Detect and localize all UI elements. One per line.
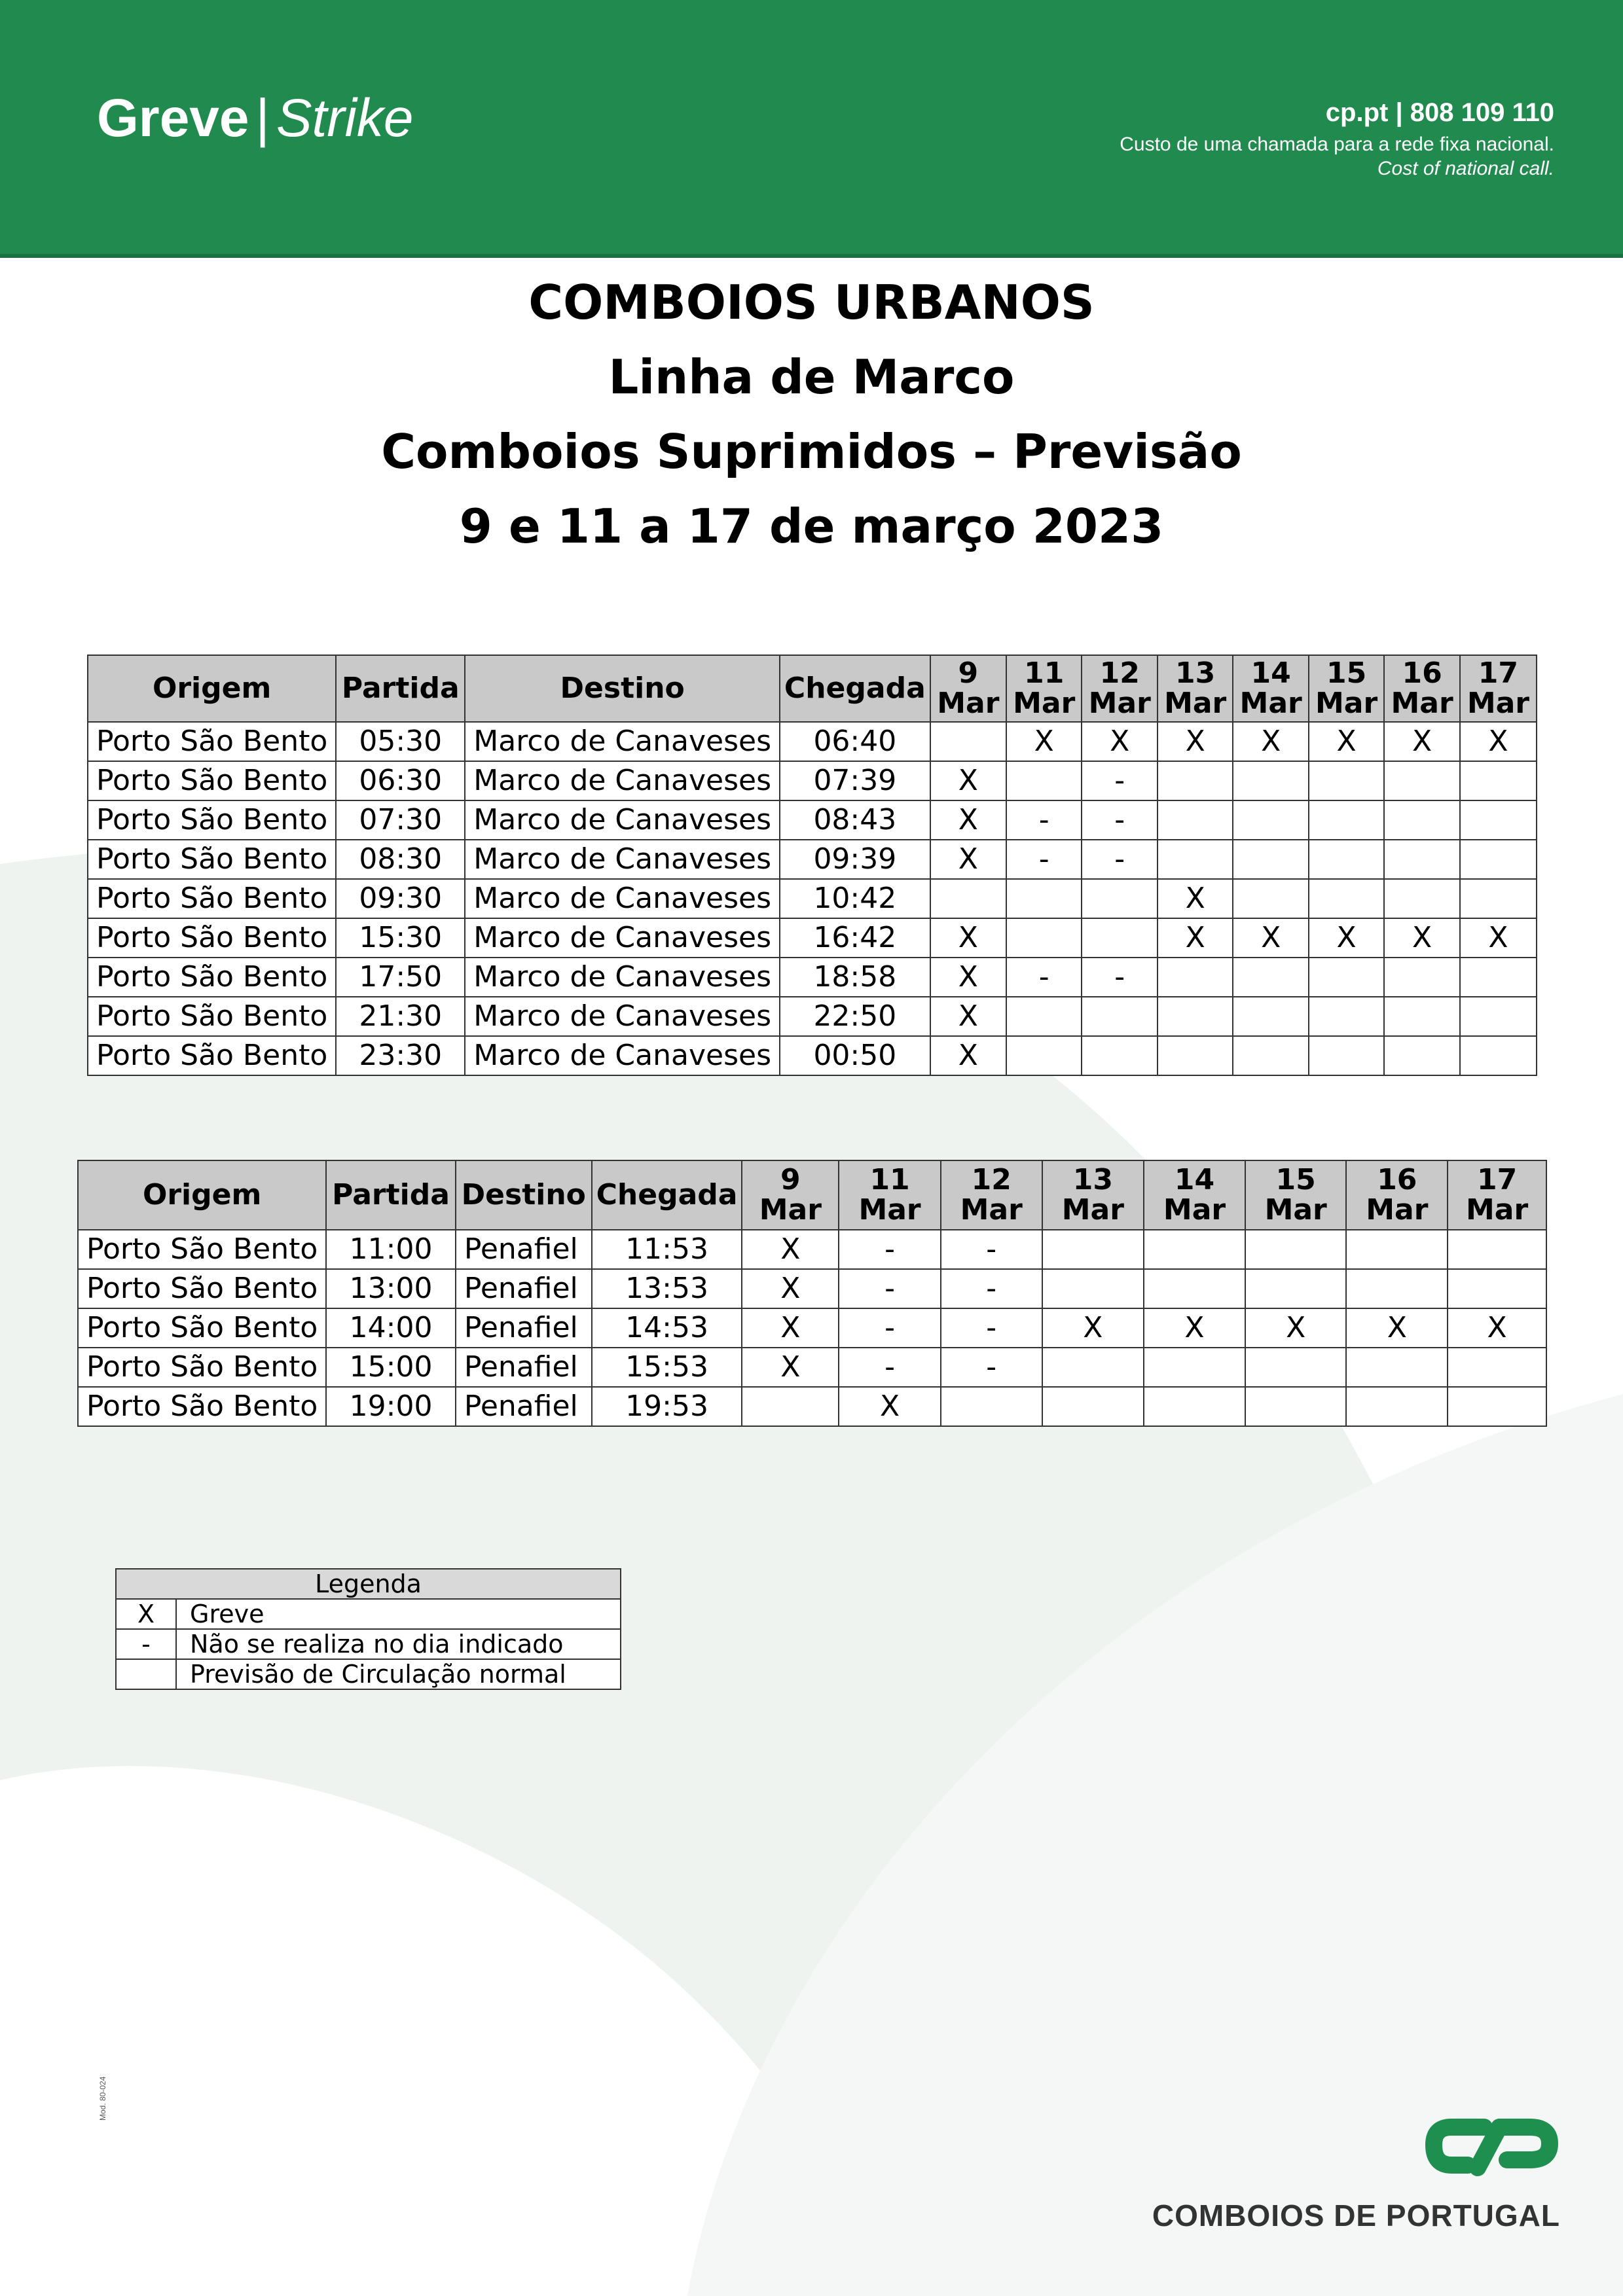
table-header	[78, 1160, 1546, 1230]
day-status-cell: -	[1006, 840, 1082, 879]
table-body	[78, 1230, 1546, 1426]
chegada-cell: 18:58	[780, 958, 930, 997]
day-status-cell: X	[839, 1387, 941, 1426]
legend-symbol: -	[116, 1629, 176, 1659]
column-header: Destino	[456, 1160, 592, 1230]
line-name: Linha de Marco	[608, 350, 1015, 404]
day-status-cell	[1346, 1387, 1448, 1426]
brand-secondary: Strike	[276, 88, 414, 148]
day-status-cell	[1144, 1348, 1245, 1387]
day-status-cell: X	[1158, 918, 1233, 958]
day-status-cell: X	[930, 918, 1006, 958]
table-row	[88, 997, 1537, 1036]
partida-cell: 23:30	[336, 1036, 465, 1075]
day-status-cell	[1346, 1348, 1448, 1387]
day-column-header	[839, 1160, 941, 1230]
day-number: 16	[1402, 656, 1442, 690]
day-status-cell	[1158, 761, 1233, 800]
day-month: Mar	[1467, 687, 1529, 720]
form-code: Mod. 80-024	[98, 2076, 107, 2121]
day-status-cell	[1233, 1036, 1308, 1075]
day-status-cell	[1309, 840, 1384, 879]
day-status-cell	[742, 1387, 839, 1426]
partida-cell: 19:00	[326, 1387, 456, 1426]
legend-symbol: X	[116, 1599, 176, 1629]
table-row	[78, 1308, 1546, 1348]
chegada-cell: 00:50	[780, 1036, 930, 1075]
chegada-cell: 08:43	[780, 800, 930, 840]
partida-cell: 15:00	[326, 1348, 456, 1387]
day-status-cell: X	[742, 1269, 839, 1308]
day-status-cell	[1233, 997, 1308, 1036]
partida-cell: 17:50	[336, 958, 465, 997]
day-status-cell: X	[1309, 722, 1384, 761]
day-status-cell: -	[839, 1308, 941, 1348]
day-month: Mar	[1391, 687, 1453, 720]
day-status-cell	[1384, 997, 1459, 1036]
header-banner	[0, 0, 1623, 254]
day-status-cell	[1309, 761, 1384, 800]
day-status-cell: X	[1233, 918, 1308, 958]
day-status-cell: X	[1158, 722, 1233, 761]
origem-cell: Porto São Bento	[78, 1269, 326, 1308]
day-status-cell	[1082, 997, 1157, 1036]
table-row	[88, 958, 1537, 997]
legend-title: Legenda	[116, 1569, 621, 1599]
day-status-cell	[1158, 840, 1233, 879]
day-status-cell: -	[839, 1348, 941, 1387]
day-status-cell	[1158, 997, 1233, 1036]
day-status-cell: X	[742, 1230, 839, 1269]
origem-cell: Porto São Bento	[88, 722, 336, 761]
page-title-block	[0, 265, 1623, 564]
day-status-cell	[1309, 879, 1384, 918]
day-month: Mar	[1163, 1193, 1226, 1227]
page-subtitle: Comboios Suprimidos – Previsão	[381, 424, 1242, 479]
day-status-cell	[1006, 879, 1082, 918]
day-number: 12	[971, 1163, 1012, 1196]
partida-cell: 05:30	[336, 722, 465, 761]
day-status-cell: X	[1144, 1308, 1245, 1348]
day-month: Mar	[960, 1193, 1023, 1227]
day-column-header	[1346, 1160, 1448, 1230]
day-status-cell: X	[1384, 918, 1459, 958]
chegada-cell: 11:53	[592, 1230, 742, 1269]
day-status-cell: X	[1006, 722, 1082, 761]
origem-cell: Porto São Bento	[88, 997, 336, 1036]
table-row	[88, 840, 1537, 879]
day-status-cell	[1082, 1036, 1157, 1075]
day-status-cell: X	[1460, 722, 1537, 761]
day-status-cell: X	[1346, 1308, 1448, 1348]
column-header: Origem	[78, 1160, 326, 1230]
day-status-cell	[1460, 800, 1537, 840]
day-status-cell: -	[1082, 800, 1157, 840]
page-title: COMBOIOS URBANOS	[528, 275, 1095, 330]
legend-row	[116, 1629, 621, 1659]
destino-cell: Penafiel	[456, 1269, 592, 1308]
day-month: Mar	[1061, 1193, 1124, 1227]
day-column-header	[1384, 655, 1459, 722]
day-status-cell	[1346, 1269, 1448, 1308]
day-status-cell	[1158, 958, 1233, 997]
day-status-cell	[1384, 1036, 1459, 1075]
day-status-cell	[1006, 918, 1082, 958]
legend-row	[116, 1599, 621, 1629]
day-month: Mar	[1013, 687, 1076, 720]
day-column-header	[930, 655, 1006, 722]
header-divider	[0, 254, 1623, 258]
day-column-header	[941, 1160, 1042, 1230]
day-status-cell	[1448, 1387, 1546, 1426]
day-status-cell	[1006, 1036, 1082, 1075]
chegada-cell: 22:50	[780, 997, 930, 1036]
day-number: 11	[869, 1163, 910, 1196]
day-month: Mar	[1366, 1193, 1429, 1227]
table-body	[88, 722, 1537, 1075]
origem-cell: Porto São Bento	[88, 800, 336, 840]
table-row	[78, 1269, 1546, 1308]
day-status-cell: X	[930, 800, 1006, 840]
day-status-cell	[1384, 761, 1459, 800]
partida-cell: 06:30	[336, 761, 465, 800]
origem-cell: Porto São Bento	[88, 840, 336, 879]
day-number: 15	[1275, 1163, 1316, 1196]
table-row	[88, 722, 1537, 761]
day-status-cell	[1233, 800, 1308, 840]
day-status-cell	[1384, 840, 1459, 879]
day-number: 9	[958, 656, 979, 690]
partida-cell: 21:30	[336, 997, 465, 1036]
column-header: Origem	[88, 655, 336, 722]
destino-cell: Penafiel	[456, 1230, 592, 1269]
day-status-cell	[1233, 958, 1308, 997]
day-status-cell: -	[1006, 800, 1082, 840]
origem-cell: Porto São Bento	[78, 1230, 326, 1269]
destino-cell: Marco de Canaveses	[465, 800, 780, 840]
day-column-header	[1309, 655, 1384, 722]
company-name: COMBOIOS DE PORTUGAL	[1152, 2198, 1560, 2233]
day-status-cell: X	[1158, 879, 1233, 918]
day-column-header	[1006, 655, 1082, 722]
day-number: 13	[1175, 656, 1216, 690]
day-status-cell	[1448, 1269, 1546, 1308]
table-row	[78, 1387, 1546, 1426]
contact-block	[1120, 98, 1554, 181]
day-status-cell	[1460, 761, 1537, 800]
day-status-cell	[1233, 840, 1308, 879]
day-status-cell	[1460, 1036, 1537, 1075]
origem-cell: Porto São Bento	[88, 761, 336, 800]
day-column-header	[1460, 655, 1537, 722]
day-status-cell	[1082, 879, 1157, 918]
column-header: Chegada	[780, 655, 930, 722]
contact-note-en: Cost of national call.	[1377, 157, 1554, 179]
day-status-cell: X	[1309, 918, 1384, 958]
table-row	[88, 761, 1537, 800]
partida-cell: 09:30	[336, 879, 465, 918]
chegada-cell: 13:53	[592, 1269, 742, 1308]
day-status-cell	[1309, 997, 1384, 1036]
chegada-cell: 19:53	[592, 1387, 742, 1426]
table-row	[78, 1230, 1546, 1269]
day-status-cell: X	[742, 1308, 839, 1348]
cp-logo-icon	[1422, 2114, 1566, 2179]
day-number: 16	[1377, 1163, 1417, 1196]
day-status-cell	[1384, 879, 1459, 918]
day-month: Mar	[1465, 1193, 1529, 1227]
day-number: 13	[1072, 1163, 1113, 1196]
destino-cell: Penafiel	[456, 1348, 592, 1387]
day-month: Mar	[1239, 687, 1302, 720]
day-status-cell	[1042, 1348, 1144, 1387]
legend-text: Previsão de Circulação normal	[176, 1659, 621, 1689]
day-status-cell	[1309, 958, 1384, 997]
day-status-cell: X	[930, 761, 1006, 800]
day-status-cell	[1144, 1387, 1245, 1426]
day-status-cell: X	[930, 1036, 1006, 1075]
day-status-cell: -	[941, 1308, 1042, 1348]
day-number: 15	[1326, 656, 1367, 690]
destino-cell: Marco de Canaveses	[465, 722, 780, 761]
brand-primary: Greve	[97, 88, 249, 148]
day-status-cell	[1448, 1230, 1546, 1269]
day-column-header	[1144, 1160, 1245, 1230]
day-status-cell	[930, 879, 1006, 918]
day-status-cell	[1309, 800, 1384, 840]
contact-line: cp.pt | 808 109 110	[1325, 98, 1554, 127]
destino-cell: Marco de Canaveses	[465, 1036, 780, 1075]
destino-cell: Marco de Canaveses	[465, 958, 780, 997]
day-month: Mar	[1315, 687, 1378, 720]
destino-cell: Marco de Canaveses	[465, 918, 780, 958]
brand-separator: |	[255, 88, 270, 148]
chegada-cell: 10:42	[780, 879, 930, 918]
day-status-cell: -	[1006, 958, 1082, 997]
day-status-cell	[1460, 958, 1537, 997]
day-column-header	[1042, 1160, 1144, 1230]
day-status-cell	[1460, 879, 1537, 918]
day-month: Mar	[1164, 687, 1227, 720]
day-month: Mar	[937, 687, 1000, 720]
day-number: 17	[1476, 1163, 1518, 1196]
partida-cell: 14:00	[326, 1308, 456, 1348]
day-column-header	[1082, 655, 1157, 722]
day-status-cell	[1144, 1230, 1245, 1269]
legend-text: Não se realiza no dia indicado	[176, 1629, 621, 1659]
day-status-cell	[1042, 1230, 1144, 1269]
day-status-cell	[1245, 1348, 1347, 1387]
table-row	[88, 1036, 1537, 1075]
origem-cell: Porto São Bento	[88, 958, 336, 997]
destino-cell: Penafiel	[456, 1387, 592, 1426]
schedule-table-penafiel	[77, 1160, 1547, 1427]
day-month: Mar	[858, 1193, 921, 1227]
date-range: 9 e 11 a 17 de março 2023	[459, 499, 1164, 554]
day-status-cell	[1384, 800, 1459, 840]
day-month: Mar	[759, 1193, 822, 1227]
day-status-cell	[1144, 1269, 1245, 1308]
day-status-cell	[1245, 1387, 1347, 1426]
column-header: Partida	[326, 1160, 456, 1230]
day-month: Mar	[1088, 687, 1151, 720]
day-status-cell	[1158, 800, 1233, 840]
column-header: Chegada	[592, 1160, 742, 1230]
legend-symbol	[116, 1659, 176, 1689]
day-status-cell	[1082, 918, 1157, 958]
day-status-cell: -	[1082, 958, 1157, 997]
day-status-cell: X	[1245, 1308, 1347, 1348]
day-column-header	[1158, 655, 1233, 722]
day-status-cell: -	[1082, 761, 1157, 800]
chegada-cell: 14:53	[592, 1308, 742, 1348]
day-status-cell	[1042, 1387, 1144, 1426]
origem-cell: Porto São Bento	[88, 879, 336, 918]
day-status-cell: -	[941, 1348, 1042, 1387]
partida-cell: 13:00	[326, 1269, 456, 1308]
day-status-cell	[941, 1387, 1042, 1426]
day-status-cell	[1245, 1230, 1347, 1269]
table-row	[88, 918, 1537, 958]
day-status-cell: -	[839, 1230, 941, 1269]
table-row	[78, 1348, 1546, 1387]
day-number: 14	[1250, 656, 1291, 690]
day-status-cell: X	[1042, 1308, 1144, 1348]
schedule-table-marco	[87, 655, 1537, 1076]
day-status-cell	[1158, 1036, 1233, 1075]
origem-cell: Porto São Bento	[78, 1348, 326, 1387]
day-status-cell	[1346, 1230, 1448, 1269]
day-number: 17	[1478, 656, 1519, 690]
day-status-cell	[1460, 997, 1537, 1036]
partida-cell: 08:30	[336, 840, 465, 879]
table-header	[88, 655, 1537, 722]
day-status-cell: X	[1384, 722, 1459, 761]
day-number: 12	[1099, 656, 1140, 690]
day-status-cell	[1006, 997, 1082, 1036]
day-status-cell: X	[930, 997, 1006, 1036]
origem-cell: Porto São Bento	[78, 1387, 326, 1426]
day-status-cell: -	[941, 1230, 1042, 1269]
day-status-cell: X	[1460, 918, 1537, 958]
destino-cell: Marco de Canaveses	[465, 879, 780, 918]
day-status-cell	[1245, 1269, 1347, 1308]
chegada-cell: 16:42	[780, 918, 930, 958]
contact-note-pt: Custo de uma chamada para a rede fixa nacional.	[1120, 134, 1554, 155]
day-column-header	[742, 1160, 839, 1230]
partida-cell: 15:30	[336, 918, 465, 958]
origem-cell: Porto São Bento	[88, 1036, 336, 1075]
day-status-cell: X	[1448, 1308, 1546, 1348]
day-status-cell: -	[1082, 840, 1157, 879]
chegada-cell: 07:39	[780, 761, 930, 800]
origem-cell: Porto São Bento	[88, 918, 336, 958]
destino-cell: Marco de Canaveses	[465, 840, 780, 879]
day-status-cell: X	[930, 958, 1006, 997]
legend-table	[115, 1568, 621, 1690]
day-column-header	[1448, 1160, 1546, 1230]
destino-cell: Marco de Canaveses	[465, 761, 780, 800]
day-status-cell	[1042, 1269, 1144, 1308]
column-header: Partida	[336, 655, 465, 722]
day-status-cell	[1309, 1036, 1384, 1075]
brand-title	[97, 88, 414, 148]
day-status-cell	[930, 722, 1006, 761]
chegada-cell: 09:39	[780, 840, 930, 879]
chegada-cell: 15:53	[592, 1348, 742, 1387]
day-number: 14	[1174, 1163, 1215, 1196]
day-status-cell: X	[1233, 722, 1308, 761]
day-status-cell: X	[1082, 722, 1157, 761]
column-header: Destino	[465, 655, 780, 722]
legend-text: Greve	[176, 1599, 621, 1629]
legend-row	[116, 1659, 621, 1689]
partida-cell: 11:00	[326, 1230, 456, 1269]
partida-cell: 07:30	[336, 800, 465, 840]
day-status-cell	[1384, 958, 1459, 997]
day-month: Mar	[1264, 1193, 1327, 1227]
destino-cell: Marco de Canaveses	[465, 997, 780, 1036]
day-status-cell: -	[941, 1269, 1042, 1308]
day-status-cell	[1460, 840, 1537, 879]
table-row	[88, 879, 1537, 918]
day-number: 9	[780, 1163, 801, 1196]
day-status-cell: X	[742, 1348, 839, 1387]
day-status-cell	[1448, 1348, 1546, 1387]
destino-cell: Penafiel	[456, 1308, 592, 1348]
chegada-cell: 06:40	[780, 722, 930, 761]
day-status-cell	[1233, 879, 1308, 918]
day-column-header	[1233, 655, 1308, 722]
day-column-header	[1245, 1160, 1347, 1230]
day-status-cell: X	[930, 840, 1006, 879]
day-status-cell: -	[839, 1269, 941, 1308]
table-row	[88, 800, 1537, 840]
origem-cell: Porto São Bento	[78, 1308, 326, 1348]
day-number: 11	[1024, 656, 1065, 690]
day-status-cell	[1233, 761, 1308, 800]
day-status-cell	[1006, 761, 1082, 800]
